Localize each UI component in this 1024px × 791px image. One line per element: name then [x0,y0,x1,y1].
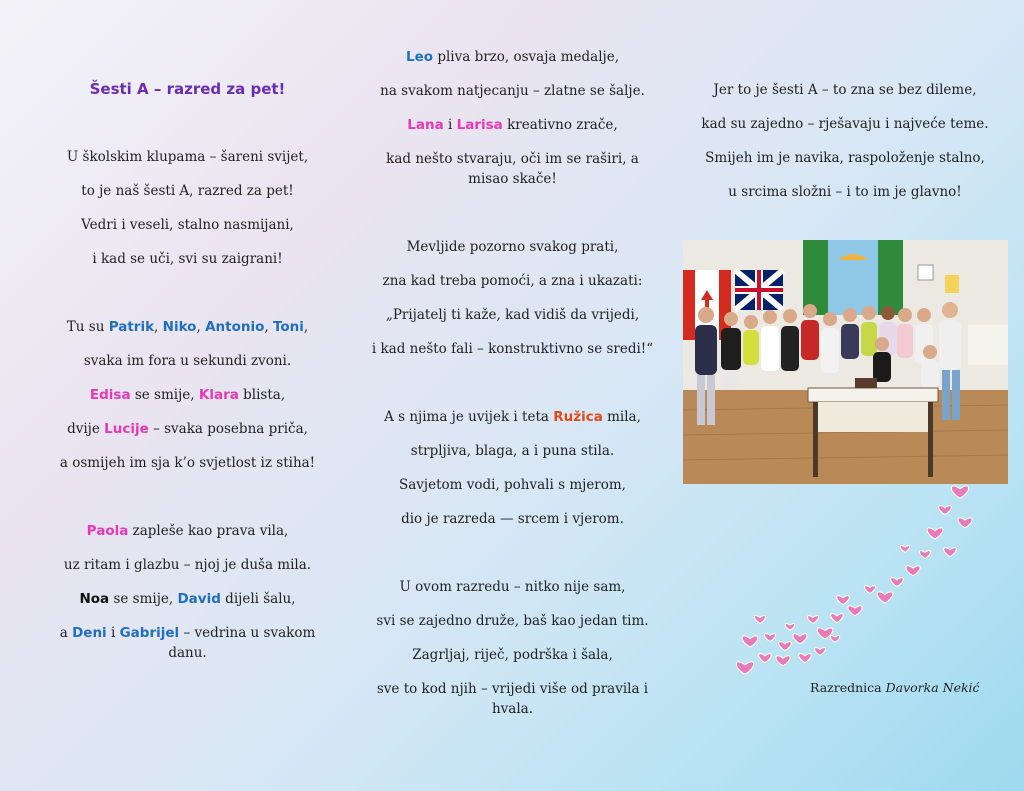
heart-icon [877,592,893,603]
name-leo: Leo [405,49,434,65]
poem-line [55,310,320,344]
heart-icon [807,616,818,624]
poem-line: U ovom razredu – nitko nije sam, [399,579,626,595]
poem-line: kad su zajedno – rješavaju i najveće teme. [701,116,989,132]
heart-icon [919,551,930,559]
text-fragment: zapleše kao prava vila, [128,523,289,539]
poem-column-1 [55,72,320,670]
class-photo [683,240,1008,484]
teacher-signature: Davorka Nekić [885,680,980,695]
text-fragment: , [154,319,163,335]
heart-icon [951,486,968,498]
name-niko: Niko [162,319,197,335]
heart-icon [793,634,807,644]
text-fragment: dvije [67,421,105,437]
heart-icon [779,642,792,651]
text-fragment: , [264,319,273,335]
poem-line: zna kad treba pomoći, a zna i ukazati: [382,273,643,289]
text-fragment: i [443,117,457,133]
name-antonio: Antonio [205,319,265,335]
name-ruzica: Ružica [553,409,603,425]
text-fragment: – vedrina u svakom danu. [168,625,316,661]
heart-icon [848,606,862,616]
heart-icon [764,634,775,642]
heart-icon [864,586,875,594]
name-lana: Lana [407,117,444,133]
poem-line [365,108,660,142]
text-fragment: kreativno zrače, [502,117,618,133]
name-klara: Klara [198,387,239,403]
heart-icon [742,636,758,647]
text-fragment: – svaka posebna priča, [148,421,308,437]
text-fragment: se smije, [109,591,178,607]
poem-line: strpljiva, blaga, a i puna stila. [410,443,615,459]
poem-line [55,514,320,548]
poem-line [55,616,320,670]
text-fragment: , [196,319,206,335]
text-fragment: pliva brzo, osvaja medalje, [433,49,620,65]
poem-line: U školskim klupama – šareni svijet, [66,149,309,165]
poem-line: u srcima složni – i to im je glavno! [728,184,962,200]
poem-line [365,400,660,434]
poem-line [365,40,660,74]
heart-icon [944,548,957,557]
poem-line [55,582,320,616]
heart-icon [837,596,850,605]
poem-line: a osmijeh im sja k’o svjetlost iz stiha! [59,455,316,471]
heart-icon [814,648,825,656]
heart-icon [927,528,943,539]
text-fragment: A s njima je uvijek i teta [384,409,554,425]
name-patrik: Patrik [108,319,155,335]
heart-icon [799,654,812,663]
name-toni: Toni [272,319,304,335]
name-gabrijel: Gabrijel [119,625,180,641]
name-deni: Deni [72,625,107,641]
poem-line: Zagrljaj, riječ, podrška i šala, [412,647,613,663]
poem-line: Smijeh im je navika, raspoloženje stalno, [705,150,985,166]
poem-line: na svakom natjecanju – zlatne se šalje. [380,83,645,99]
poem-line: dio je razreda — srcem i vjerom. [401,511,624,527]
hearts-decoration [725,465,985,680]
name-larisa: Larisa [456,117,503,133]
text-fragment: dijeli šalu, [220,591,296,607]
heart-icon [785,623,794,630]
heart-icon [891,578,904,587]
poem-column-3 [685,73,1005,209]
poem-title: Šesti A – razred za pet! [89,80,286,98]
name-david: David [177,591,221,607]
poem-line: uz ritam i glazbu – njoj je duša mila. [63,557,312,573]
signature-line [810,680,980,695]
text-fragment: mila, [602,409,641,425]
poem-line [55,412,320,446]
heart-icon [939,506,952,515]
poem-line: to je naš šesti A, razred za pet! [81,183,294,199]
poem-line: kad nešto stvaraju, oči im se raširi, a misao skače! [386,151,639,187]
name-lucije: Lucije [104,421,149,437]
heart-icon [830,635,839,642]
text-fragment: blista, [238,387,286,403]
poem-line: svaka im fora u sekundi zvoni. [83,353,292,369]
poem-line: Jer to je šesti A – to zna se bez dileme, [713,82,977,98]
heart-icon [906,566,920,576]
poem-line: sve to kod njih – vrijedi više od pravila i hvala. [376,681,649,717]
heart-icon [831,614,844,623]
poem-line: svi se zajedno druže, baš kao jedan tim. [376,613,649,629]
text-fragment: i [106,625,120,641]
poem-line [55,378,320,412]
heart-icon [736,662,753,674]
text-fragment: , [303,319,309,335]
poem-column-2 [365,40,660,726]
heart-icon [754,616,765,624]
poem-line: Mevljide pozorno svakog prati, [406,239,619,255]
poem-line: Savjetom vodi, pohvali s mjerom, [399,477,626,493]
poem-line: Vedri i veseli, stalno nasmijani, [81,217,294,233]
name-edisa: Edisa [89,387,131,403]
heart-icon [759,654,772,663]
heart-icon [776,656,790,666]
poem-line: „Prijatelj ti kaže, kad vidiš da vrijedi, [385,307,640,323]
name-noa: Noa [79,591,110,607]
heart-icon [900,545,909,552]
signature-label: Razrednica [810,680,886,695]
name-paola: Paola [86,523,129,539]
text-fragment: se smije, [130,387,199,403]
poem-line: i kad nešto fali – konstruktivno se sredi!“ [371,341,654,357]
text-fragment: a [59,625,73,641]
heart-icon [958,518,972,528]
poem-line: i kad se uči, svi su zaigrani! [92,251,283,267]
text-fragment: Tu su [66,319,109,335]
